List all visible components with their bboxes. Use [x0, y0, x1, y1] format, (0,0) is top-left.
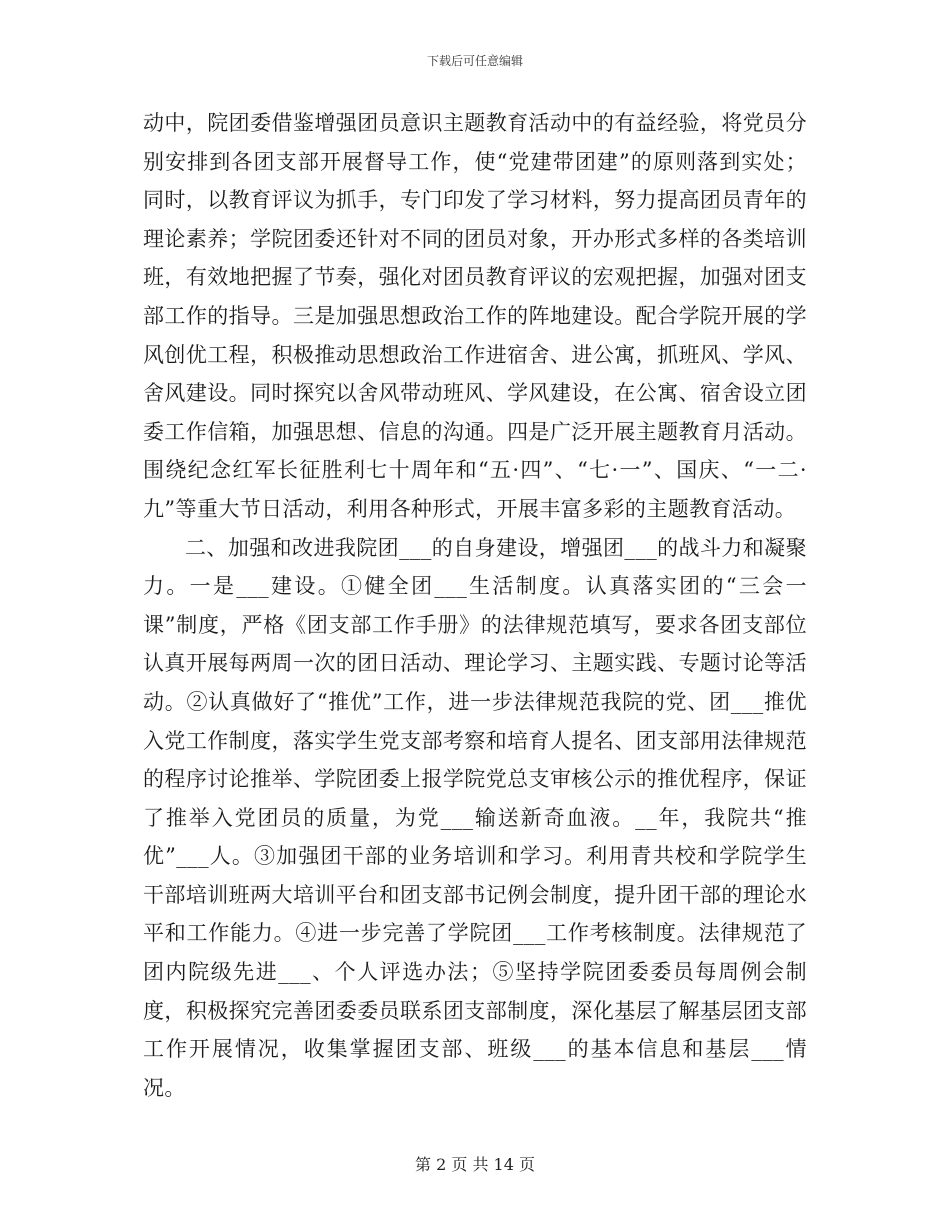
paragraph-continued: 动中，院团委借鉴增强团员意识主题教育活动中的有益经验，将党员分别安排到各团支部开展督导工作，使“党建带团建”的原则落到实处；同时，以教育评议为抓手，专门印发了学习材料，努力提高团员青年的理论素养；学院团委还针对不同的团员对象，开办形式多样的各类培训班，有效地把握了节奏，强化对团员教育评议的宏观把握，加强对团支部工作的指导。三是加强思想政治工作的阵地建设。配合学院开展的学风创优工程，积极推动思想政治工作进宿舍、进公寓，抓班风、学风、舍风建设。同时探究以舍风带动班风、学风建设，在公寓、宿舍设立团委工作信箱，加强思想、信息的沟通。四是广泛开展主题教育月活动。围绕纪念红军长征胜利七十周年和“五·四”、“七·一”、国庆、“一二·九”等重大节日活动，利用各种形式，开展丰富多彩的主题教育活动。	[143, 111, 807, 521]
document-body	[143, 104, 807, 1107]
page-header: 下载后可任意编辑	[426, 54, 523, 68]
page-number: 第 2 页 共 14 页	[415, 1155, 535, 1174]
paragraph-section-two: 二、加强和改进我院团___的自身建设，增强团___的战斗力和凝聚力。一是___建设。①健全团___生活制度。认真落实团的“三会一课”制度，严格《团支部工作手册》的法律规范填写，要求各团支部位认真开展每两周一次的团日活动、理论学习、主题实践、专题讨论等活动。②认真做好了“推优”工作，进一步法律规范我院的党、团___推优入党工作制度，落实学生党支部考察和培育人提名、团支部用法律规范的程序讨论推举、学院团委上报学院党总支审核公示的推优程序，保证了推举入党团员的质量，为党___输送新奇血液。__年，我院共“推优”___人。③加强团干部的业务培训和学习。利用青共校和学院学生干部培训班两大培训平台和团支部书记例会制度，提升团干部的理论水平和工作能力。④进一步完善了学院团___工作考核制度。法律规范了团内院级先进___、个人评选办法；⑤坚持学院团委委员每周例会制度，积极探究完善团委委员联系团支部制度，深化基层了解基层团支部工作开展情况，收集掌握团支部、班级___的基本信息和基层___情况。	[143, 535, 807, 1100]
